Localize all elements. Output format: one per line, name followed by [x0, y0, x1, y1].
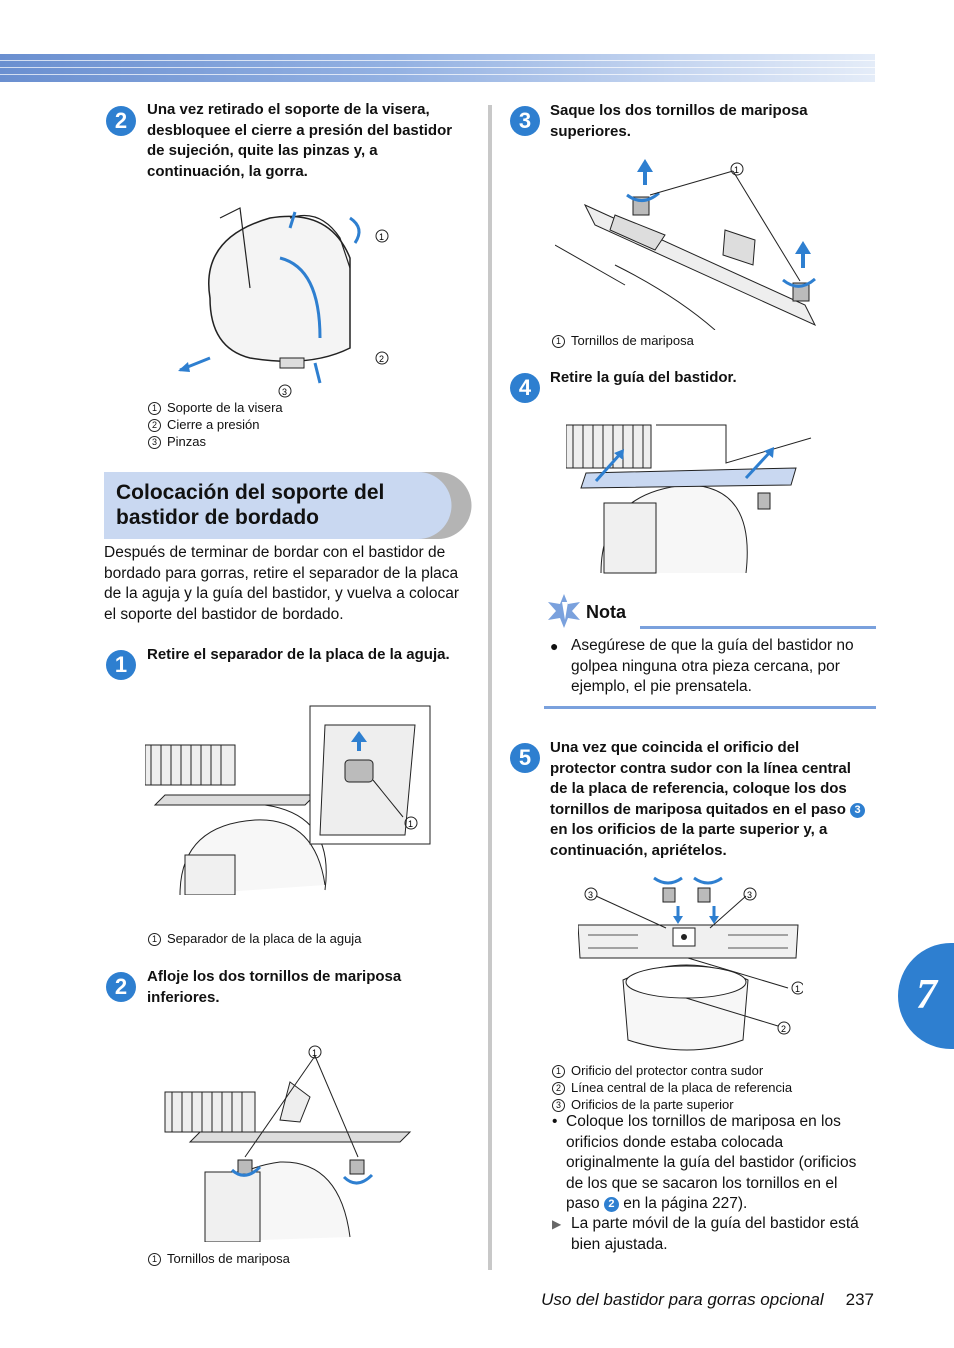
step-number-1: 1 — [106, 650, 136, 680]
svg-text:2: 2 — [781, 1024, 787, 1034]
figure-caption-b: 2 Línea central de la placa de referencia — [552, 1079, 792, 1096]
lower-wing-screws-illustration — [160, 1042, 415, 1242]
note-icon — [546, 594, 582, 628]
figure-caption-1: 1 Soporte de la visera — [148, 399, 283, 416]
step-4-instruction: Retire la guía del bastidor. — [550, 369, 737, 386]
figure-caption-a: 1 Orificio del protector contra sudor — [552, 1062, 763, 1079]
note-bottom-rule — [544, 706, 876, 709]
page-footer — [541, 1290, 874, 1310]
bullet-text: Coloque los tornillos de mariposa en los orificios donde estaba colocada originalmente la guía del bastidor (orificios de los que se sacaron los tornillos en el paso 2 en la página 227). — [566, 1113, 857, 1212]
step-2-instruction: Una vez retirado el soporte de la visera, desbloquee el cierre a presión del bastidor de sujeción, quite las pinzas y, a continuación, la gorra. — [147, 101, 453, 180]
step-number-2b: 2 — [106, 972, 136, 1002]
needle-plate-spacer-illustration — [145, 705, 435, 895]
svg-text:1: 1 — [408, 819, 414, 829]
figure-caption-lower-screws: 1 Tornillos de mariposa — [148, 1250, 290, 1267]
figure-caption-upper-screws: 1 Tornillos de mariposa — [552, 332, 694, 349]
step-ref-2-icon: 2 — [604, 1197, 619, 1212]
step-number-4: 4 — [510, 373, 540, 403]
step-number-2: 2 — [106, 106, 136, 136]
svg-text:1: 1 — [795, 984, 801, 994]
note-title: Nota — [586, 602, 626, 622]
figure-caption-2: 2 Cierre a presión — [148, 416, 260, 433]
footer-title: Uso del bastidor para gorras opcional — [541, 1290, 824, 1309]
upper-wing-screws-illustration — [555, 155, 825, 330]
svg-text:2: 2 — [379, 354, 385, 364]
note-heading — [546, 594, 876, 630]
svg-text:1: 1 — [379, 232, 385, 242]
svg-text:3: 3 — [747, 890, 753, 900]
section-title: Colocación del soporte del bastidor de bordado — [116, 481, 385, 529]
figure-caption-c: 3 Orificios de la parte superior — [552, 1096, 734, 1113]
note-bullet: ● — [550, 638, 559, 654]
step-number-3: 3 — [510, 106, 540, 136]
svg-text:3: 3 — [282, 387, 288, 397]
step-5-instruction: Una vez que coincida el orificio del protector contra sudor con la línea central de la placa de referencia, coloque los dos tornillos de mariposa quitados en el paso 3 en los orificios de la parte superior y, a continuación, apriételos. — [550, 738, 868, 861]
frame-guide-removal-illustration — [566, 423, 816, 575]
header-band — [0, 54, 875, 82]
bullet-mark: • — [552, 1113, 558, 1130]
step-number-5: 5 — [510, 743, 540, 773]
column-divider — [488, 105, 492, 1270]
step-ref-3-icon: 3 — [850, 803, 865, 818]
step-3-instruction: Saque los dos tornillos de mariposa superiores. — [550, 102, 808, 140]
note-text: Asegúrese de que la guía del bastidor no golpea ninguna otra pieza cercana, por ejemplo, el pie prensatela. — [571, 637, 854, 695]
intro-paragraph: Después de terminar de bordar con el bastidor de bordado para gorras, retire el separador de la placa de la aguja y la guía del bastidor, y vuelva a colocar el soporte del bastidor de bordado. — [104, 544, 460, 623]
page-number: 237 — [845, 1290, 874, 1309]
svg-text:1: 1 — [312, 1048, 318, 1058]
svg-text:1: 1 — [734, 165, 740, 175]
section-heading — [104, 472, 470, 539]
figure-caption-spacer: 1 Separador de la placa de la aguja — [148, 930, 361, 947]
svg-text:3: 3 — [588, 890, 594, 900]
step-1-instruction: Retire el separador de la placa de la aguja. — [147, 646, 450, 663]
result-text: La parte móvil de la guía del bastidor está bien ajustada. — [571, 1215, 859, 1253]
result-arrow-icon: ▶ — [552, 1217, 562, 1231]
figure-caption-3: 3 Pinzas — [148, 433, 206, 450]
chapter-tab: 7 — [898, 943, 954, 1049]
reference-plate-illustration — [578, 870, 803, 1062]
note-rule — [640, 626, 876, 629]
step-2b-instruction: Afloje los dos tornillos de mariposa inferiores. — [147, 968, 402, 1006]
cap-removal-illustration — [170, 198, 400, 398]
